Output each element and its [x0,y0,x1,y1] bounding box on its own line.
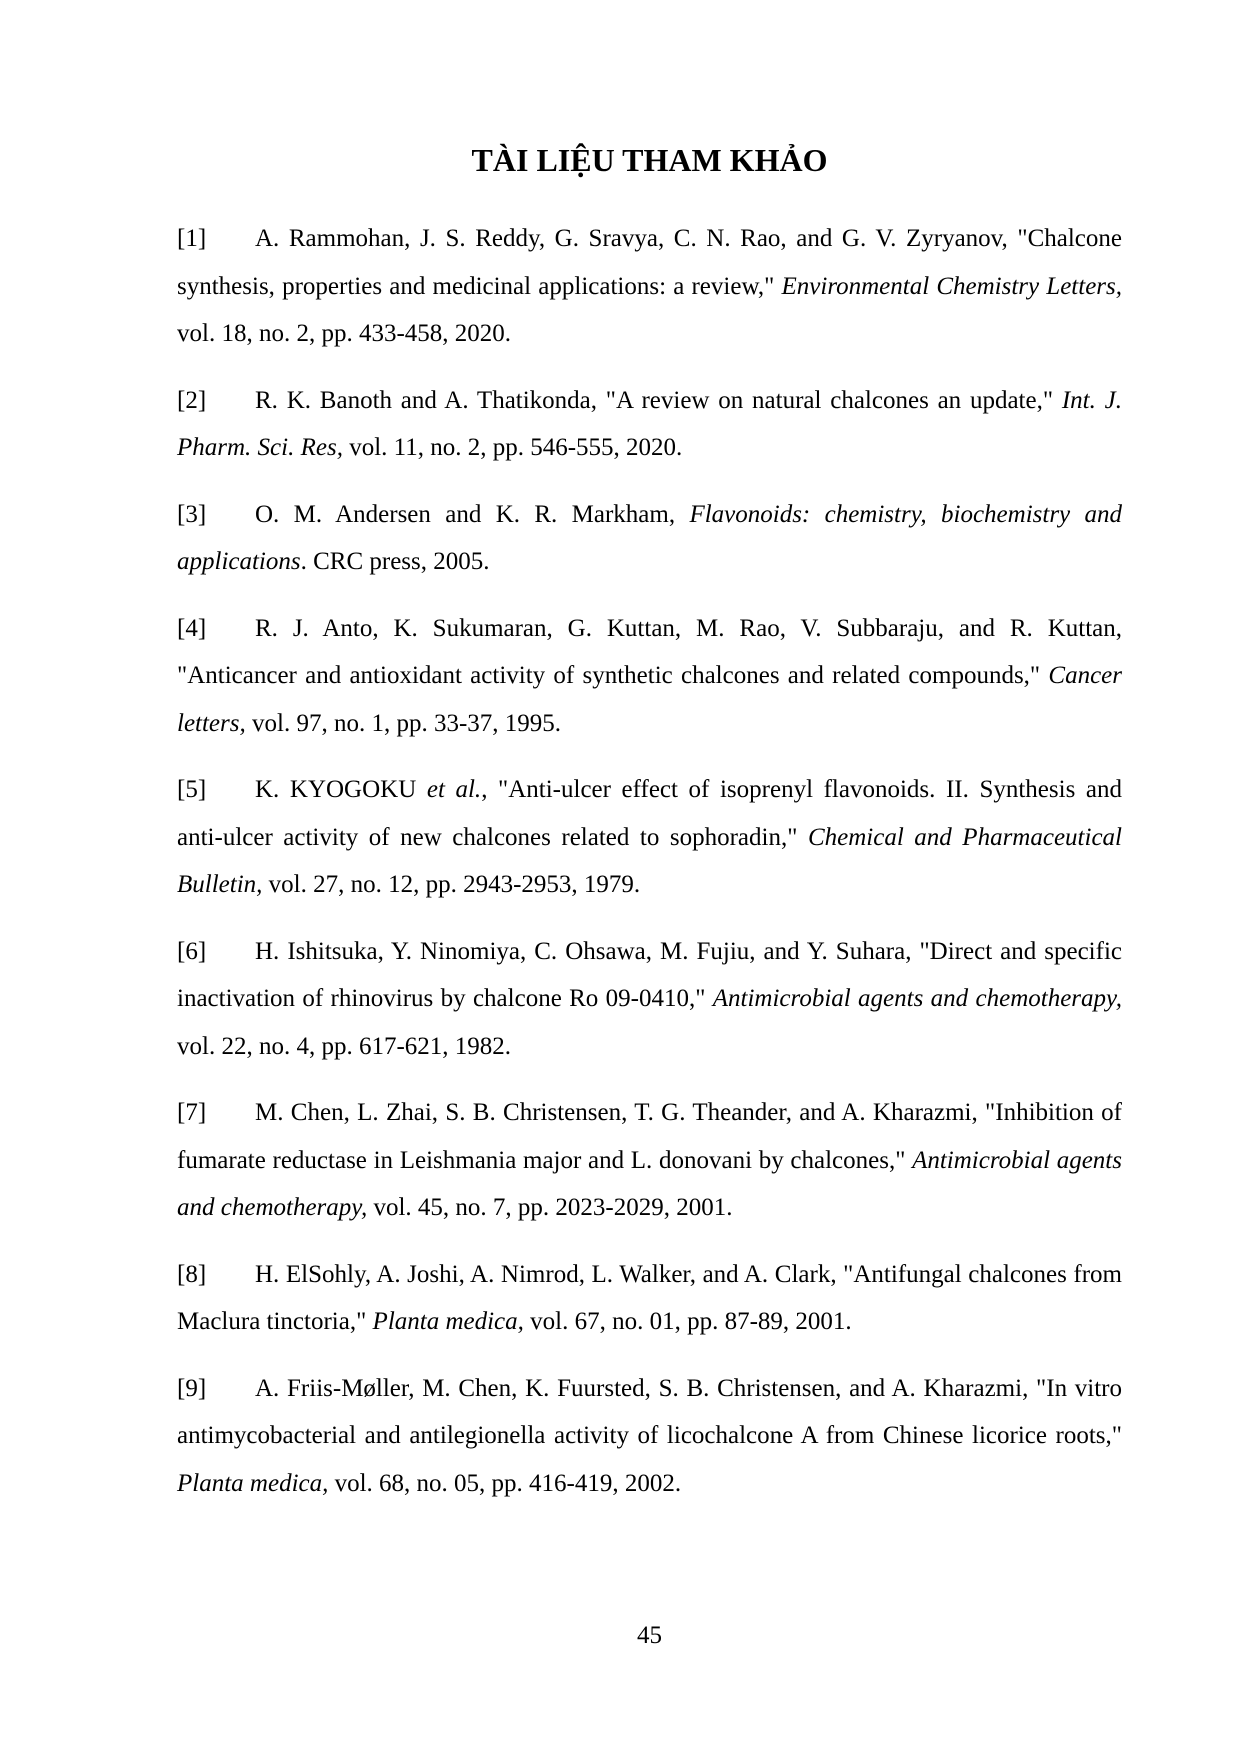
reference-label: [6] [177,937,207,965]
reference-text: . CRC press, 2005. [300,548,490,575]
reference-text: O. M. Andersen and K. R. Markham, [255,500,690,528]
reference-italic-title: Planta medica, [177,1469,329,1497]
reference-label: [4] [177,614,207,642]
reference-entry [177,377,1122,472]
reference-entry [177,215,1122,358]
page-title: TÀI LIỆU THAM KHẢO [471,142,828,178]
reference-text: , "Anti-ulcer effect of isoprenyl flavonoids. II. Synthesis and anti-ulcer activity of new chalcones related to sophoradin," [177,776,1122,851]
reference-text: vol. 97, no. 1, pp. 33-37, 1995. [245,709,562,737]
reference-label: [5] [177,776,207,803]
reference-label: [2] [177,386,207,414]
reference-label: [9] [177,1374,207,1402]
reference-entry [177,1365,1122,1508]
reference-italic-title: et al. [426,776,482,803]
reference-list [177,215,1122,1507]
reference-label: [3] [177,500,207,528]
reference-italic-title: Antimicrobial agents and chemotherapy, [177,1146,1122,1221]
reference-text: R. K. Banoth and A. Thatikonda, "A review on natural chalcones an update," [255,386,1062,414]
reference-text: A. Friis-Møller, M. Chen, K. Fuursted, S. B. Christensen, and A. Kharazmi, "In vitro antimycobacterial and antilegionella activity of licochalcone A from Chinese licorice roots," [177,1374,1122,1449]
reference-entry [177,1089,1122,1232]
reference-text: vol. 22, no. 4, pp. 617-621, 1982. [177,1032,512,1060]
reference-italic-title: Planta medica, [372,1308,524,1335]
reference-text: A. Rammohan, J. S. Reddy, G. Sravya, C. N. Rao, and G. V. Zyryanov, "Chalcone synthesis, properties and medicinal applications: a review," [177,225,1122,300]
reference-italic-title: Int. J. Pharm. Sci. Res, [177,386,1122,461]
reference-label: [1] [177,225,207,252]
reference-text: H. ElSohly, A. Joshi, A. Nimrod, L. Walker, and A. Clark, "Antifungal chalcones from Maclura tinctoria," [177,1260,1122,1335]
reference-text: vol. 68, no. 05, pp. 416-419, 2002. [328,1469,682,1497]
reference-italic-title: Antimicrobial agents and chemotherapy, [712,985,1122,1012]
reference-entry [177,766,1122,909]
reference-entry [177,605,1122,748]
reference-text: M. Chen, L. Zhai, S. B. Christensen, T. G. Theander, and A. Kharazmi, "Inhibition of fumarate reductase in Leishmania major and L. donovani by chalcones," [177,1099,1122,1174]
page-number: 45 [637,1622,662,1649]
reference-text: vol. 18, no. 2, pp. 433-458, 2020. [177,320,512,347]
reference-entry [177,1251,1122,1346]
reference-text: H. Ishitsuka, Y. Ninomiya, C. Ohsawa, M. Fujiu, and Y. Suhara, "Direct and specific inactivation of rhinovirus by chalcone Ro 09-0410," [177,937,1122,1012]
reference-entry [177,928,1122,1071]
reference-label: [7] [177,1099,207,1126]
reference-italic-title: Flavonoids: chemistry, biochemistry and applications [177,500,1123,575]
reference-label: [8] [177,1260,207,1288]
reference-entry [177,491,1122,586]
reference-text: vol. 11, no. 2, pp. 546-555, 2020. [342,434,683,461]
reference-text: R. J. Anto, K. Sukumaran, G. Kuttan, M. Rao, V. Subbaraju, and R. Kuttan, "Anticancer and antioxidant activity of synthetic chalcones and related compounds," [177,614,1122,689]
reference-text: K. KYOGOKU [255,776,427,803]
reference-italic-title: Chemical and Pharmaceutical Bulletin, [177,823,1122,898]
reference-text: vol. 67, no. 01, pp. 87-89, 2001. [523,1308,852,1335]
reference-italic-title: Environmental Chemistry Letters, [781,272,1122,300]
reference-text: vol. 27, no. 12, pp. 2943-2953, 1979. [262,871,641,898]
reference-italic-title: Cancer letters, [177,662,1122,737]
reference-text: vol. 45, no. 7, pp. 2023-2029, 2001. [367,1194,733,1221]
